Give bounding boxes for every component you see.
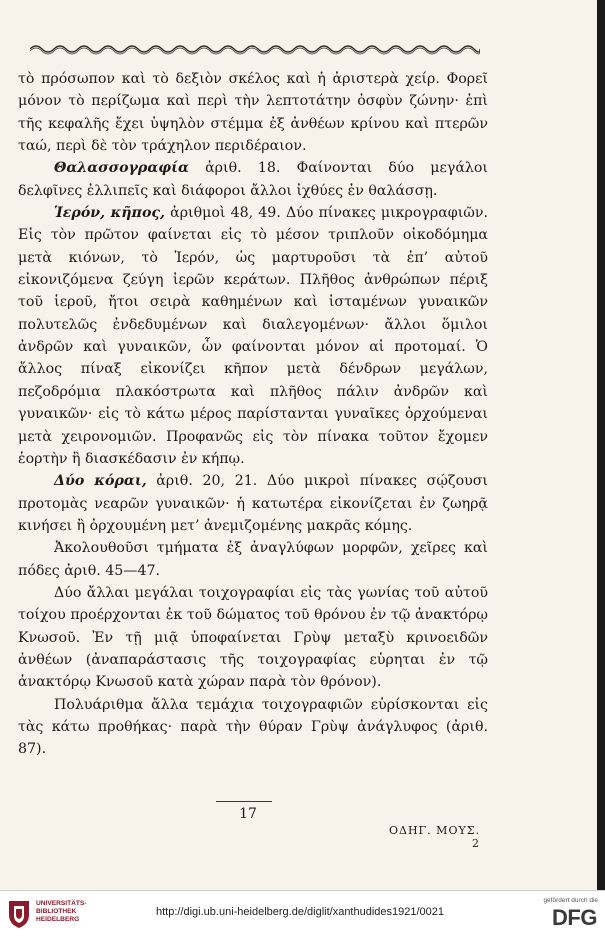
- wavy-ornament-rule: [30, 42, 480, 56]
- paragraph-sanctuary-garden: [18, 202, 488, 470]
- permalink-url[interactable]: http://digi.ub.uni-heidelberg.de/diglit/xanthudides1921/0021: [155, 906, 445, 918]
- paragraph-text: Δύο ἄλλαι μεγάλαι τοιχογραφίαι εἰς τὰς γωνίας τοῦ αὐτοῦ τοίχου προέρχονται ἐκ τοῦ δώματος τοῦ θρόνου ἐν τῷ ἀνακτόρῳ Κνωσοῦ. Ἐν τῇ μιᾷ ὑποφαίνεται Γρὺψ μεταξὺ κρινοειδῶν ἀνθέων (ἀναπαράστασις τῆς τοιχογραφίας εὑρηται ἐν τῷ ἀνακτόρῳ Κνωσοῦ κατὰ χώραν παρὰ τὸν θρόνον).: [18, 584, 488, 691]
- paragraph-1: [18, 68, 488, 157]
- paragraph-two-maidens: [18, 470, 488, 537]
- body-text: [18, 68, 488, 761]
- paragraph-fragments: [18, 694, 488, 761]
- university-seal-icon: [6, 899, 32, 929]
- library-name: UNIVERSITÄTS-BIBLIOTHEK HEIDELBERG: [36, 900, 87, 923]
- paragraph-text: ἀριθ. 18. Φαίνονται δύο μεγάλοι δελφῖνες ἐλλιπεῖς καὶ διάφοροι ἄλλοι ἰχθύες ἐν θαλάσσῃ.: [18, 160, 488, 199]
- paragraph-text: ἀριθμοὶ 48, 49. Δύο πίνακες μικρογραφιῶν. Εἰς τὸν πρῶτον φαίνεται εἰς τὸ μέσον τριπλοῦν οἰκοδόμημα μετὰ κιόνων, τὸ Ἱερόν, ὡς μαρτυροῦσι τὰ ἐπ’ αὐτοῦ εἰκονιζόμενα ζεύγη ἱερῶν κεράτων. Πλῆθος ἀνθρώπων πέριξ τοῦ ἱεροῦ, ἤτοι σειρὰ καθημένων καὶ ἱσταμένων γυναικῶν πολυτελῶς ἐνδεδυμένων καὶ διαλεγομένων· ἄλλοι ὅμιλοι ἀνδρῶν καὶ γυναικῶν, ὧν φαίνονται μόνον αἱ προτομαί. Ὁ ἄλλος πίναξ εἰκονίζει κῆπον μετὰ δένδρων μεγάλων, πεζοδρόμια πλακόστρωτα καὶ πλῆθος πάλιν ἀνδρῶν καὶ γυναικῶν· εἰς τὸ κάτω μέρος παρίστανται γυναῖκες ὀρχούμεναι μετὰ χειρονομιῶν. Προφανῶς εἰς τὸν πίνακα τοῦτον ἔχομεν ἑορτὴν ἢ διασκέδασιν ἐν κήπῳ.: [18, 205, 488, 467]
- printer-signature: ΟΔΗΓ. ΜΟΥΣ. 2: [389, 824, 480, 850]
- paragraph-griffin-frescoes: [18, 582, 488, 694]
- paragraph-text: Πολυάριθμα ἄλλα τεμάχια τοιχογραφιῶν εὑρίσκονται εἰς τὰς κάτω προθήκας· παρὰ τὴν θύραν Γρὺψ ἀνάγλυφος (ἀριθ. 87).: [18, 696, 488, 758]
- paragraph-thalassography: [18, 157, 488, 202]
- entry-heading: Δύο κόραι,: [54, 473, 147, 490]
- entry-heading: Ἱερόν, κῆπος,: [54, 205, 165, 222]
- scan-edge: [597, 0, 605, 890]
- dfg-logo: DFG: [552, 905, 597, 930]
- paragraph-text: ἀριθ. 20, 21. Δύο μικροὶ πίνακες σῴζουσι προτομὰς νεαρῶν γυναικῶν· ἡ κατωτέρα εἰκονίζεται ἐν ζωηρᾷ κινήσει ἢ ὀρχουμένη μετ’ ἀνεμιζομένης μακρᾶς κόμης.: [18, 473, 488, 534]
- paragraph-text: τὸ πρόσωπον καὶ τὸ δεξιὸν σκέλος καὶ ἡ ἀριστερὰ χείρ. Φορεῖ μόνον τὸ περίζωμα καὶ περὶ τὴν λεπτοτάτην ὀσφὺν ζώνην· ἐπὶ τῆς κεφαλῆς ἔχει ὑψηλὸν στέμμα ἐξ ἀνθέων κρίνου καὶ πτερῶν ταώ, περὶ δὲ τὸν τράχηλον περιδέραιον.: [18, 71, 488, 155]
- digitization-footer: [0, 890, 605, 937]
- page-number-rule: [216, 801, 272, 802]
- page-number: 17: [239, 806, 257, 822]
- paragraph-text: Ἀκολουθοῦσι τμήματα ἐξ ἀναγλύφων μορφῶν, χεῖρες καὶ πόδες ἀριθ. 45—47.: [18, 540, 488, 579]
- funded-by-label: gefördert durch die: [543, 897, 598, 904]
- paragraph-reliefs: [18, 537, 488, 582]
- entry-heading: Θαλασσογραφία: [54, 160, 189, 177]
